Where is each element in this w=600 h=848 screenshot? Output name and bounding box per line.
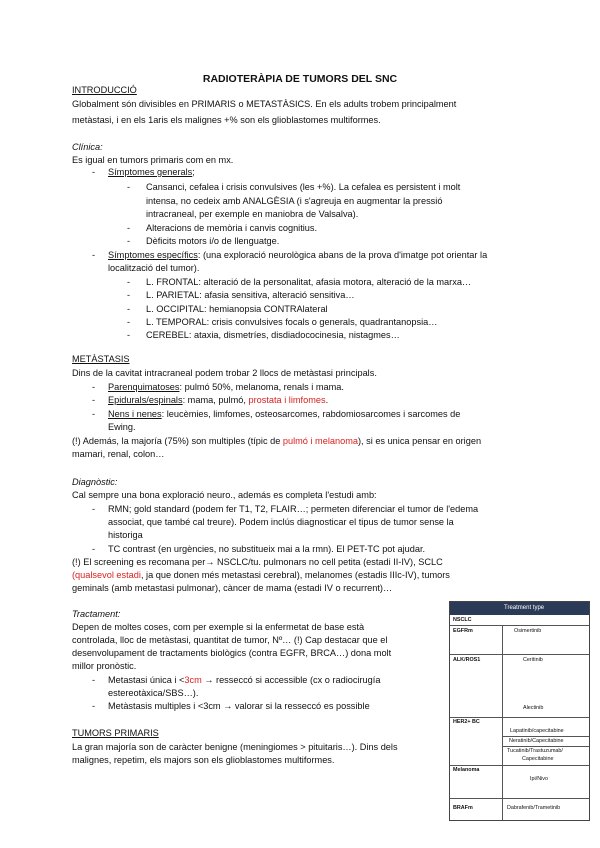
bullet-marker: - [92, 675, 96, 685]
metastasis-note-line-1: (!) Además, la majoría (75%) son multiples (típic de pulmó i melanoma), si es unica pensar en origen [72, 436, 482, 446]
general-item-3: Dèficits motors i/o de llenguatge. [146, 236, 280, 246]
subbullet-marker: - [127, 304, 131, 314]
metastasis-item-epidurals: Epidurals/espinals: mama, pulmó, prostata i limfomes. [108, 395, 329, 405]
table-rule [502, 746, 589, 747]
screening-line-3: geminals (amb metastasi pulmonar), càncer de mama (estadi IV o recurrent)… [72, 583, 393, 593]
general-item-2: Alteracions de memòria i canvis cognitius. [146, 223, 318, 233]
table-rule [450, 625, 589, 626]
primaris-heading: TUMORS PRIMARIS [72, 728, 159, 738]
tractament-item-1-line-2: estereotàxica/SBS…). [108, 688, 199, 698]
subbullet-marker: - [127, 277, 131, 287]
metastasis-item-nens: Nens i nenes: leucèmies, limfomes, osteosarcomes, rabdomiosarcomes i sarcomes de [108, 409, 461, 419]
tractament-line-3: desenvolupament de tractaments biològics (contra EGFR, BRCA…) dona molt [72, 648, 392, 658]
table-rule [450, 765, 589, 766]
tractament-item-1: Metastasi única i <3cm → resseccó si accessible (cx o radiocirugía [108, 675, 381, 685]
table-cell-ipinivo: Ipi/Nivo [530, 776, 548, 782]
clinica-intro: Es igual en tumors primaris com en mx. [72, 155, 234, 165]
primaris-line-2: malignes, repetim, els majors son els glioblastomes multiformes. [72, 755, 335, 765]
clinica-heading: Clínica: [72, 142, 103, 152]
intro-line-2: metàstasi, i en els 1aris els malignes +% son els glioblastomes multiformes. [72, 115, 381, 125]
general-item-1c: intracraneal, per exemple en maniobra de Valsalva). [146, 209, 359, 219]
specific-symptoms-line-2: localització del tumor). [108, 263, 200, 273]
bullet-marker: - [92, 167, 96, 177]
table-rule [450, 798, 589, 799]
diagnostic-rmn-line-2: associat, que també cal treure). Podem inclús diagnosticar el tipus de tumor sense la [108, 517, 454, 527]
table-rule [502, 736, 589, 737]
table-cell-alectinib: Alectinib [523, 705, 544, 711]
bullet-marker: - [92, 395, 96, 405]
diagnostic-rmn-line-3: historiga [108, 530, 143, 540]
specific-symptoms-line-1: Símptomes específics: (una exploració neurològica abans de la prova d'imatge pot orientar la [108, 250, 488, 260]
bullet-marker: - [92, 701, 96, 711]
treatment-table-header: Treatment type [450, 602, 589, 615]
bullet-marker: - [92, 382, 96, 392]
metastasis-item-nens-line-2: Ewing. [108, 422, 136, 432]
diagnostic-tc: TC contrast (en urgències, no substitueix mai a la rmn). El PET-TC pot ajudar. [108, 544, 426, 554]
table-cell-egfrm: EGFRm [453, 628, 473, 634]
table-cell-her2: HER2+ BC [453, 719, 480, 725]
table-cell-osimertinib: Osimertinib [514, 628, 542, 634]
metastasis-intro: Dins de la cavitat intracraneal podem trobar 2 llocs de metàstasi principals. [72, 368, 377, 378]
table-rule [450, 654, 589, 655]
metastasis-heading: METÀSTASIS [72, 354, 130, 364]
table-cell-brafm: BRAFm [453, 805, 473, 811]
general-symptoms-heading: Símptomes generals; [108, 167, 195, 177]
table-cell-lapatinib: Lapatinib/capecitabine [510, 728, 564, 734]
general-item-1a: Cansanci, cefalea i crisis convulsives (les +%). La cefalea es persistent i molt [146, 182, 461, 192]
subbullet-marker: - [127, 182, 131, 192]
treatment-table [449, 601, 590, 821]
diagnostic-rmn-line-1: RMN; gold standard (podem fer T1, T2, FLAIR…; permeten diferenciar el tumor de l'edema [108, 504, 479, 514]
table-cell-tucatinib-1: Tucatinib/Trastuzumab/ [507, 748, 563, 754]
screening-line-2: (qualsevol estadi, ja que donen més metastasi cerebral), melanomes (estadis IIIc-IV), tumors [72, 570, 450, 580]
metastasis-note-line-2: mamari, renal, colon… [72, 449, 165, 459]
table-rule [450, 717, 589, 718]
table-cell-dabrafenib: Dabrafenib/Trametinib [507, 805, 561, 811]
table-cell-nsclc: NSCLC [453, 617, 472, 623]
tractament-line-2: controlada, lloc de metàstasi, quantitat de tumor, Nº… (!) Cap destacar que el [72, 635, 388, 645]
diagnostic-intro: Cal sempre una bona exploració neuro., además es completa l'estudi amb: [72, 490, 377, 500]
bullet-marker: - [92, 250, 96, 260]
intro-heading: INTRODUCCIÓ [72, 85, 137, 95]
subbullet-marker: - [127, 330, 131, 340]
table-cell-neratinib: Neratinib/Capecitabine [509, 738, 564, 744]
subbullet-marker: - [127, 290, 131, 300]
table-cell-alk: ALK/ROS1 [453, 657, 481, 663]
subbullet-marker: - [127, 223, 131, 233]
table-cell-ceritinib: Ceritinib [523, 657, 543, 663]
specific-item-temporal: L. TEMPORAL: crisis convulsives focals o generals, quadrantanopsia… [146, 317, 438, 327]
table-cell-melanoma: Melanoma [453, 767, 480, 773]
general-item-1b: intensa, no cedeix amb ANALGÈSIA (i s'agreuja en augmentar la pressió [146, 196, 443, 206]
tractament-heading: Tractament: [72, 609, 121, 619]
subbullet-marker: - [127, 317, 131, 327]
tractament-line-4: millor pronòstic. [72, 661, 137, 671]
bullet-marker: - [92, 409, 96, 419]
intro-line-1: Globalment són divisibles en PRIMARIS o METASTÀSICS. En els adults trobem principalment [72, 99, 457, 109]
metastasis-item-parenquimatoses: Parenquimatoses: pulmó 50%, melanoma, renals i mama. [108, 382, 344, 392]
diagnostic-heading: Diagnòstic: [72, 477, 118, 487]
tractament-line-1: Depen de moltes coses, com per exemple si la enfermetat de base està [72, 622, 365, 632]
bullet-marker: - [92, 504, 96, 514]
bullet-marker: - [92, 544, 96, 554]
tractament-item-2: Metàstasis multiples i <3cm → valorar si la resseccó es possible [108, 701, 370, 711]
specific-item-occipital: L. OCCIPITAL: hemianopsia CONTRAlateral [146, 304, 328, 314]
primaris-line-1: La gran majoría son de caràcter benigne (meningiomes > pituitaris…). Dins dels [72, 742, 398, 752]
specific-item-parietal: L. PARIETAL: afasia sensitiva, alteració sensitiva… [146, 290, 355, 300]
specific-item-cerebel: CEREBEL: ataxia, dismetríes, disdiadococinesia, nistagmes… [146, 330, 400, 340]
document-title: RADIOTERÀPIA DE TUMORS DEL SNC [202, 73, 398, 85]
table-cell-tucatinib-2: Capecitabine [522, 756, 554, 762]
screening-line-1: (!) El screening es recomana per→ NSCLC/tu. pulmonars no cell petita (estadi II-IV), SCLC [72, 557, 443, 567]
specific-item-frontal: L. FRONTAL: alteració de la personalitat, afasia motora, alteració de la marxa… [146, 277, 472, 287]
subbullet-marker: - [127, 236, 131, 246]
